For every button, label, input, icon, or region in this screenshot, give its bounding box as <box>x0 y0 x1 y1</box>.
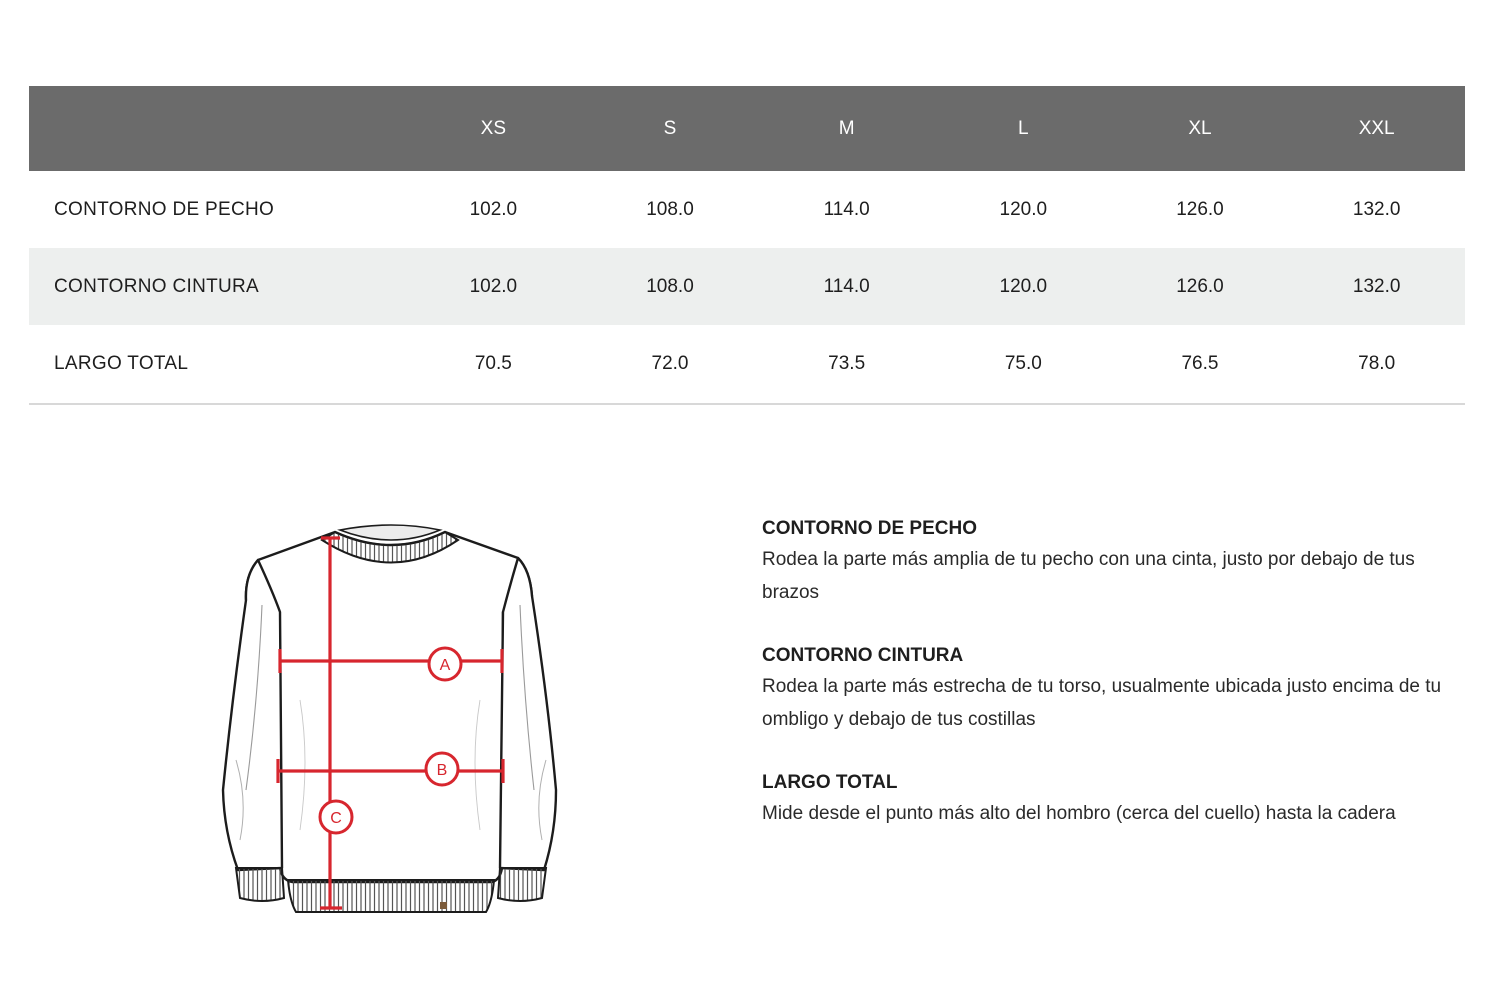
svg-text:C: C <box>330 810 342 827</box>
measurement-guide <box>762 515 1452 863</box>
table-cell: 102.0 <box>405 248 582 325</box>
table-cell: 126.0 <box>1112 171 1289 248</box>
row-label: CONTORNO DE PECHO <box>29 171 405 248</box>
table-row-contorno-cintura <box>29 248 1465 325</box>
guide-description: Rodea la parte más amplia de tu pecho con una cinta, justo por debajo de tus brazos <box>762 549 1415 603</box>
table-cell: 114.0 <box>758 171 935 248</box>
marker-b <box>426 753 458 785</box>
size-header-l: L <box>935 86 1112 171</box>
guide-item-contorno-pecho <box>762 515 1452 609</box>
guide-item-contorno-cintura <box>762 642 1452 736</box>
table-cell: 72.0 <box>582 325 759 404</box>
guide-title: CONTORNO DE PECHO <box>762 518 978 539</box>
guide-title: CONTORNO CINTURA <box>762 645 964 666</box>
svg-text:B: B <box>436 762 448 779</box>
size-header-m: M <box>758 86 935 171</box>
table-cell: 76.5 <box>1112 325 1289 404</box>
size-header-row <box>29 86 1465 171</box>
guide-title: LARGO TOTAL <box>762 772 898 793</box>
header-corner <box>29 86 405 171</box>
table-cell: 126.0 <box>1112 248 1289 325</box>
sweater-measurement-diagram <box>210 520 570 920</box>
row-label: CONTORNO CINTURA <box>29 248 405 325</box>
table-cell: 75.0 <box>935 325 1112 404</box>
table-cell: 114.0 <box>758 248 935 325</box>
svg-text:A: A <box>439 657 451 674</box>
table-cell: 120.0 <box>935 248 1112 325</box>
table-row-largo-total <box>29 325 1465 404</box>
table-cell: 70.5 <box>405 325 582 404</box>
table-cell: 102.0 <box>405 171 582 248</box>
size-header-xs: XS <box>405 86 582 171</box>
guide-item-largo-total <box>762 769 1452 830</box>
table-cell: 108.0 <box>582 171 759 248</box>
table-cell: 78.0 <box>1288 325 1465 404</box>
size-header-s: S <box>582 86 759 171</box>
table-row-contorno-pecho <box>29 171 1465 248</box>
table-cell: 108.0 <box>582 248 759 325</box>
guide-description: Rodea la parte más estrecha de tu torso, usualmente ubicada justo encima de tu ombligo y debajo de tus costillas <box>762 676 1442 730</box>
marker-a <box>429 648 461 680</box>
size-header-xl: XL <box>1112 86 1289 171</box>
table-cell: 132.0 <box>1288 248 1465 325</box>
sweater-icon <box>223 525 556 912</box>
guide-description: Mide desde el punto más alto del hombro (cerca del cuello) hasta la cadera <box>762 803 1396 824</box>
row-label: LARGO TOTAL <box>29 325 405 404</box>
marker-c <box>320 801 352 833</box>
size-header-xxl: XXL <box>1288 86 1465 171</box>
table-cell: 132.0 <box>1288 171 1465 248</box>
table-cell: 73.5 <box>758 325 935 404</box>
size-chart-table <box>29 86 1465 405</box>
table-cell: 120.0 <box>935 171 1112 248</box>
